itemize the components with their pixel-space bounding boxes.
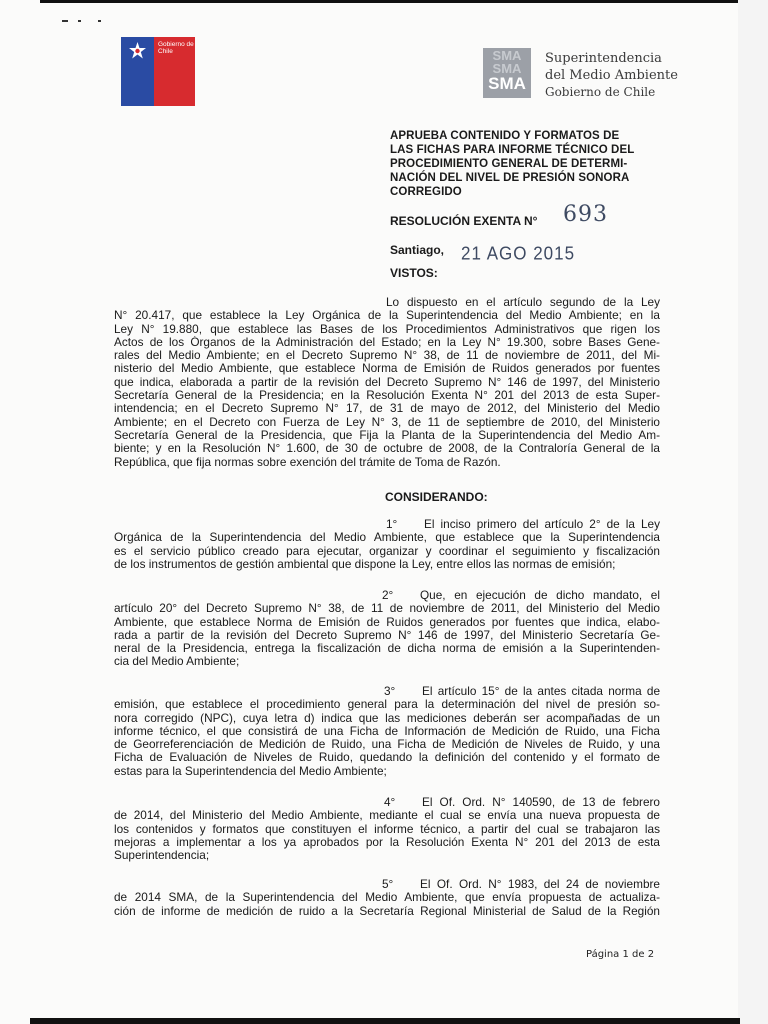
text-line: Superintendencia; — [114, 849, 210, 863]
text-line: República, que fija normas sobre exención del trámite de Toma de Razón. — [114, 455, 501, 469]
text-line: neral de la Presidencia, entrega la fiscalización de dicha norma de emisión a la Superintenden- — [114, 642, 660, 656]
text-line: Orgánica de la Superintendencia del Medio Ambiente, que establece que la Superintendencia — [114, 531, 660, 545]
text-line: Ley N° 19.880, que establece las Bases de los Procedimientos Administrativos que rigen los — [114, 322, 660, 336]
text-line: rada a partir de la revisión del Decreto Supremo N° 146 de 1997, del Ministerio Secretaría Ge- — [114, 628, 660, 642]
text-line: de 2014 SMA, de la Superintendencia del Medio Ambiente, que envía propuesta de actualiza- — [114, 891, 660, 905]
text-line — [114, 685, 660, 698]
text-line: los contenidos y formatos que constituyen el informe técnico, a partir del cual se trabajaron las — [114, 822, 660, 836]
considerando-paragraph — [114, 518, 660, 571]
scan-edge-bottom — [30, 1018, 740, 1024]
paragraph-number: 4° — [384, 796, 396, 809]
sma-institution-name — [545, 50, 678, 101]
title-line: PROCEDIMIENTO GENERAL DE DETERMI- — [390, 158, 628, 170]
text-line — [114, 878, 660, 891]
text-line: Ambiente; en el Decreto con Fuerza de Ley N° 3, de 11 de septiembre de 2010, del Ministerio — [114, 415, 660, 429]
text-line: intendencia; en el Decreto Supremo N° 17, de 31 de mayo de 2012, del Ministerio del Medio — [114, 402, 660, 416]
text-line: es el servicio público creado para ejecutar, organizar y coordinar el seguimiento y fiscalización — [114, 544, 660, 558]
text-line: informe técnico, el que consistirá de una Ficha de Información de Medición de Ruido, una Ficha — [114, 724, 660, 738]
text-line: Actos de los Órganos de la Administración del Estado; en la Ley N° 19.300, sobre Bases Gene- — [114, 335, 660, 349]
title-line: CORREGIDO — [390, 186, 462, 198]
document-title — [390, 129, 670, 199]
text-line: Ambiente, que establece Norma de Emisión de Ruidos generados por fuentes que indica, elabo- — [114, 615, 660, 629]
date-stamp: 21 AGO 2015 — [461, 243, 576, 264]
text-line-content: El Of. Ord. N° 140590, de 13 de febrero — [422, 796, 660, 809]
coat-of-arms-icon — [127, 41, 148, 61]
text-line: Secretaría General de la Presidencia; en la Resolución Exenta N° 201 del 2013 de esta Super- — [114, 389, 660, 403]
considerando-heading: CONSIDERANDO: — [385, 490, 488, 504]
text-line-content: El inciso primero del artículo 2° de la Ley — [424, 518, 660, 531]
text-line: N° 20.417, que establece la Ley Orgánica de la Superintendencia del Medio Ambiente; en la — [114, 309, 660, 323]
text-line — [114, 518, 660, 531]
sma-logo-ghost-text: SMA — [492, 61, 522, 76]
considerando-paragraph — [114, 796, 660, 862]
resolution-number: 693 — [563, 202, 608, 227]
text-line-content: Que, en ejecución de dicho mandato, el — [420, 589, 660, 602]
considerando-paragraph — [114, 878, 660, 918]
title-line: LAS FICHAS PARA INFORME TÉCNICO DEL — [390, 144, 635, 156]
considerando-paragraph — [114, 589, 660, 669]
gobierno-de-chile-logo — [121, 37, 195, 106]
scan-speck — [98, 20, 101, 22]
text-line: biente; y en la Resolución N° 1.600, de 30 de octubre de 2008, de la Contraloría General de la — [114, 442, 660, 456]
page-number-footer: Página 1 de 2 — [586, 949, 655, 960]
text-line: ción de informe de medición de ruido a la Secretaría Regional Ministerial de Salud de la Región — [114, 904, 660, 918]
vistos-paragraph — [114, 296, 660, 469]
scan-edge-right — [738, 0, 768, 1024]
place-label: Santiago, — [390, 243, 445, 257]
text-line: mejoras a implementar a los ya aprobados por la Resolución Exenta N° 201 del 2013 de esta — [114, 835, 660, 849]
sma-logo-text: SMA — [488, 74, 526, 93]
paragraph-number: 1° — [386, 518, 398, 531]
sma-title-line: del Medio Ambiente — [545, 68, 678, 83]
text-line: de 2014, del Ministerio del Medio Ambiente, mediante el cual se envía una nueva propuesta de — [114, 809, 660, 823]
sma-logo — [483, 48, 531, 98]
title-line: NACIÓN DEL NIVEL DE PRESIÓN SONORA — [390, 172, 630, 184]
text-line: Lo dispuesto en el artículo segundo de la Ley — [386, 296, 660, 309]
text-line: de Georreferenciación de Medición de Ruido, una Ficha de Medición de Niveles de Ruido, y una — [114, 738, 660, 752]
text-line-content: El artículo 15° de la antes citada norma de — [422, 685, 660, 698]
text-line-content: El Of. Ord. N° 1983, del 24 de noviembre — [420, 878, 660, 891]
text-line: que indica, elaborada a partir de la revisión del Decreto Supremo N° 146 de 1997, del Ministerio — [114, 375, 660, 389]
text-line: Secretaría General de la Presidencia, que Fija la Planta de la Superintendencia del Medio Am- — [114, 428, 660, 442]
text-line: cia del Medio Ambiente; — [114, 655, 240, 669]
sma-title-line: Superintendencia — [545, 51, 662, 66]
scan-speck — [62, 20, 68, 22]
vistos-heading: VISTOS: — [390, 266, 438, 280]
sma-title-line: Gobierno de Chile — [545, 85, 656, 99]
text-line: nora corregido (NPC), cuya letra d) indica que las mediciones deberán ser acompañadas de un — [114, 711, 660, 725]
text-line: rales del Medio Ambiente; en el Decreto Supremo N° 38, de 11 de noviembre de 2011, del Mi- — [114, 349, 660, 363]
considerando-paragraph — [114, 685, 660, 778]
logo-text: Gobierno de Chile — [158, 41, 194, 55]
title-line: APRUEBA CONTENIDO Y FORMATOS DE — [390, 130, 620, 142]
text-line: estas para la Superintendencia del Medio Ambiente; — [114, 764, 387, 778]
text-line — [114, 589, 660, 602]
paragraph-number: 2° — [382, 589, 394, 602]
scan-speck — [78, 20, 81, 22]
text-line: de los instrumentos de gestión ambiental que dispone la Ley, entre ellos las normas de emisión; — [114, 557, 616, 571]
sma-logo-ghost-text: SMA — [492, 48, 522, 63]
text-line: Ficha de Evaluación de Niveles de Ruido, quedando la definición del contenido y el formato de — [114, 751, 660, 765]
resolution-label: RESOLUCIÓN EXENTA N° — [390, 214, 538, 228]
text-line: nisterio del Medio Ambiente, que establece Norma de Emisión de Ruidos generados por fuentes — [114, 362, 660, 376]
text-line: emisión, que establece el procedimiento general para la determinación del nivel de presión so- — [114, 698, 660, 712]
paragraph-number: 3° — [384, 685, 396, 698]
paragraph-number: 5° — [382, 878, 394, 891]
text-line: artículo 20° del Decreto Supremo N° 38, de 11 de noviembre de 2011, del Ministerio del Medio — [114, 602, 660, 616]
text-line — [114, 796, 660, 809]
scan-edge-top — [40, 0, 740, 3]
